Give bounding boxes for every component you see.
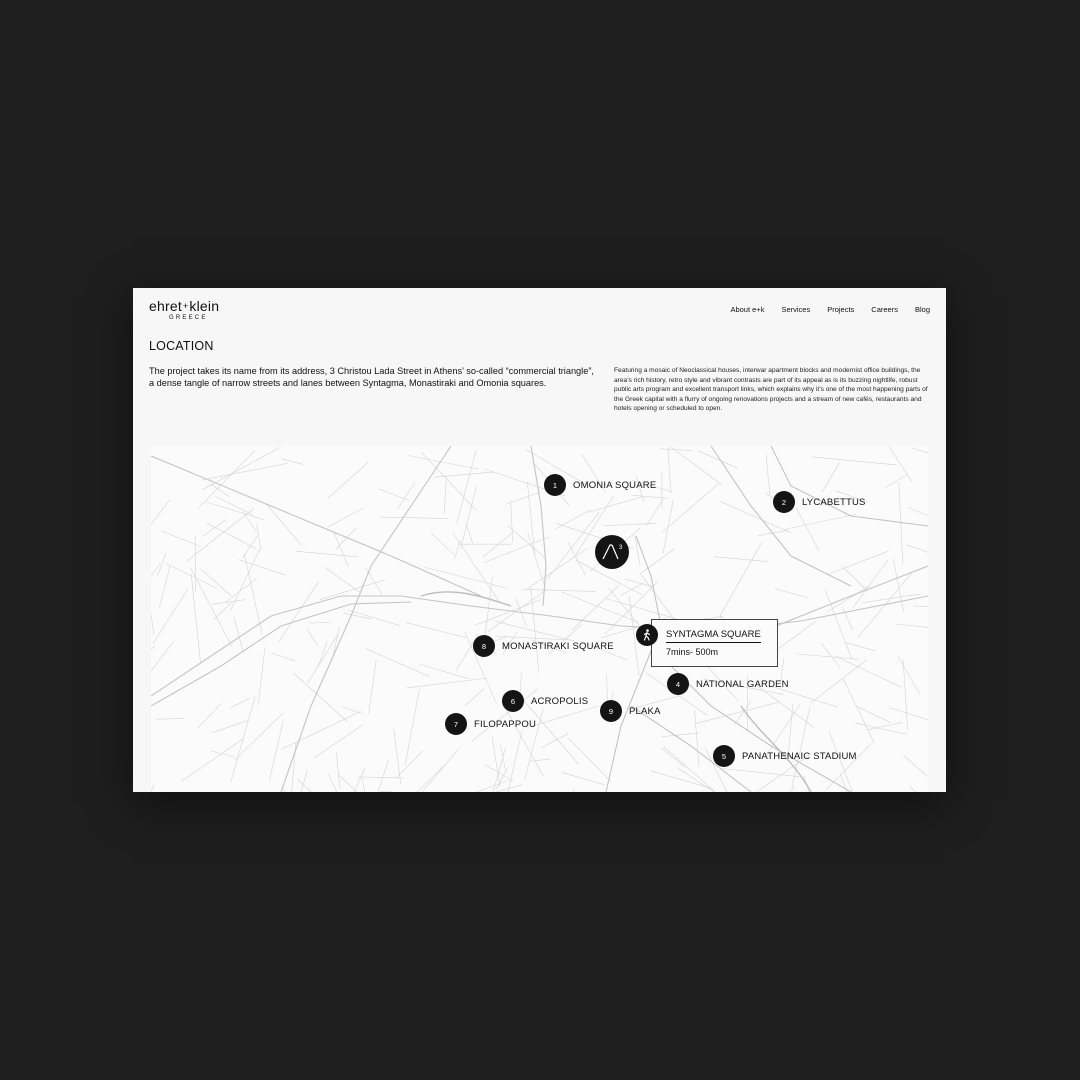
marker-number: 9 xyxy=(600,700,622,722)
marker-number: 6 xyxy=(502,690,524,712)
marker-national-garden[interactable] xyxy=(667,673,789,695)
callout-title: SYNTAGMA SQUARE xyxy=(666,629,761,643)
logo-subtitle: GREECE xyxy=(169,315,208,321)
marker-label: ACROPOLIS xyxy=(531,695,589,707)
marker-number: 8 xyxy=(473,635,495,657)
nav-item-blog[interactable]: Blog xyxy=(914,305,930,314)
marker-number: 2 xyxy=(773,491,795,513)
marker-label: NATIONAL GARDEN xyxy=(696,678,789,690)
marker-omonia-square[interactable] xyxy=(544,474,656,496)
marker-acropolis[interactable] xyxy=(502,690,588,712)
marker-number: 7 xyxy=(445,713,467,735)
pedestrian-icon xyxy=(641,629,653,641)
marker-label: PLAKA xyxy=(629,705,661,717)
marker-monastiraki-square[interactable] xyxy=(473,635,614,657)
marker-label: FILOPAPPOU xyxy=(474,718,537,730)
marker-label: MONASTIRAKI SQUARE xyxy=(502,640,614,652)
marker-plaka[interactable] xyxy=(600,700,661,722)
nav-item-projects[interactable]: Projects xyxy=(827,305,855,314)
section-title: LOCATION xyxy=(149,339,214,353)
svg-text:3: 3 xyxy=(619,545,623,551)
walking-icon[interactable] xyxy=(636,624,658,646)
marker-number: 5 xyxy=(713,745,735,767)
marker-number: 1 xyxy=(544,474,566,496)
marker-number: 4 xyxy=(667,673,689,695)
marker-label: LYCABETTUS xyxy=(802,496,866,508)
nav-item-careers[interactable]: Careers xyxy=(871,305,898,314)
nav-item-about[interactable]: About e+k xyxy=(730,305,765,314)
marker-label: PANATHENAIC STADIUM xyxy=(742,750,857,762)
nav-item-services[interactable]: Services xyxy=(781,305,811,314)
marker-lycabettus[interactable] xyxy=(773,491,866,513)
main-nav xyxy=(730,305,930,314)
marker-filopappou[interactable] xyxy=(445,713,536,735)
description-text: Featuring a mosaic of Neoclassical houses, interwar apartment blocks and modernist office buildings, the area’s rich history, retro style and vibrant contrasts are part of its appeal as is its buzzing nightlife, robust public arts program and excellent transport links, which explains why it’s one of the most happening parts of the Greek capital with a flurry of ongoing renovations projects and a stream of new cafés, restaurants and hotels opening or scheduled to open. xyxy=(614,367,928,412)
web-page xyxy=(133,288,946,792)
logo-wordmark: ehret+klein xyxy=(149,298,220,314)
marker-panathenaic-stadium[interactable] xyxy=(713,745,857,767)
location-map[interactable] xyxy=(151,446,928,792)
logo[interactable] xyxy=(149,298,219,322)
callout-distance: 7mins- 500m xyxy=(666,647,719,657)
marker-label: OMONIA SQUARE xyxy=(573,479,657,491)
project-logo-icon xyxy=(595,535,629,569)
intro-text: The project takes its name from its address, 3 Christou Lada Street in Athens’ so-called “commercial triangle”, a dense tangle of narrow streets and lanes between Syntagma, Monastiraki and Omonia squares. xyxy=(149,366,594,388)
syntagma-callout[interactable] xyxy=(651,619,778,667)
project-marker[interactable] xyxy=(595,535,629,569)
